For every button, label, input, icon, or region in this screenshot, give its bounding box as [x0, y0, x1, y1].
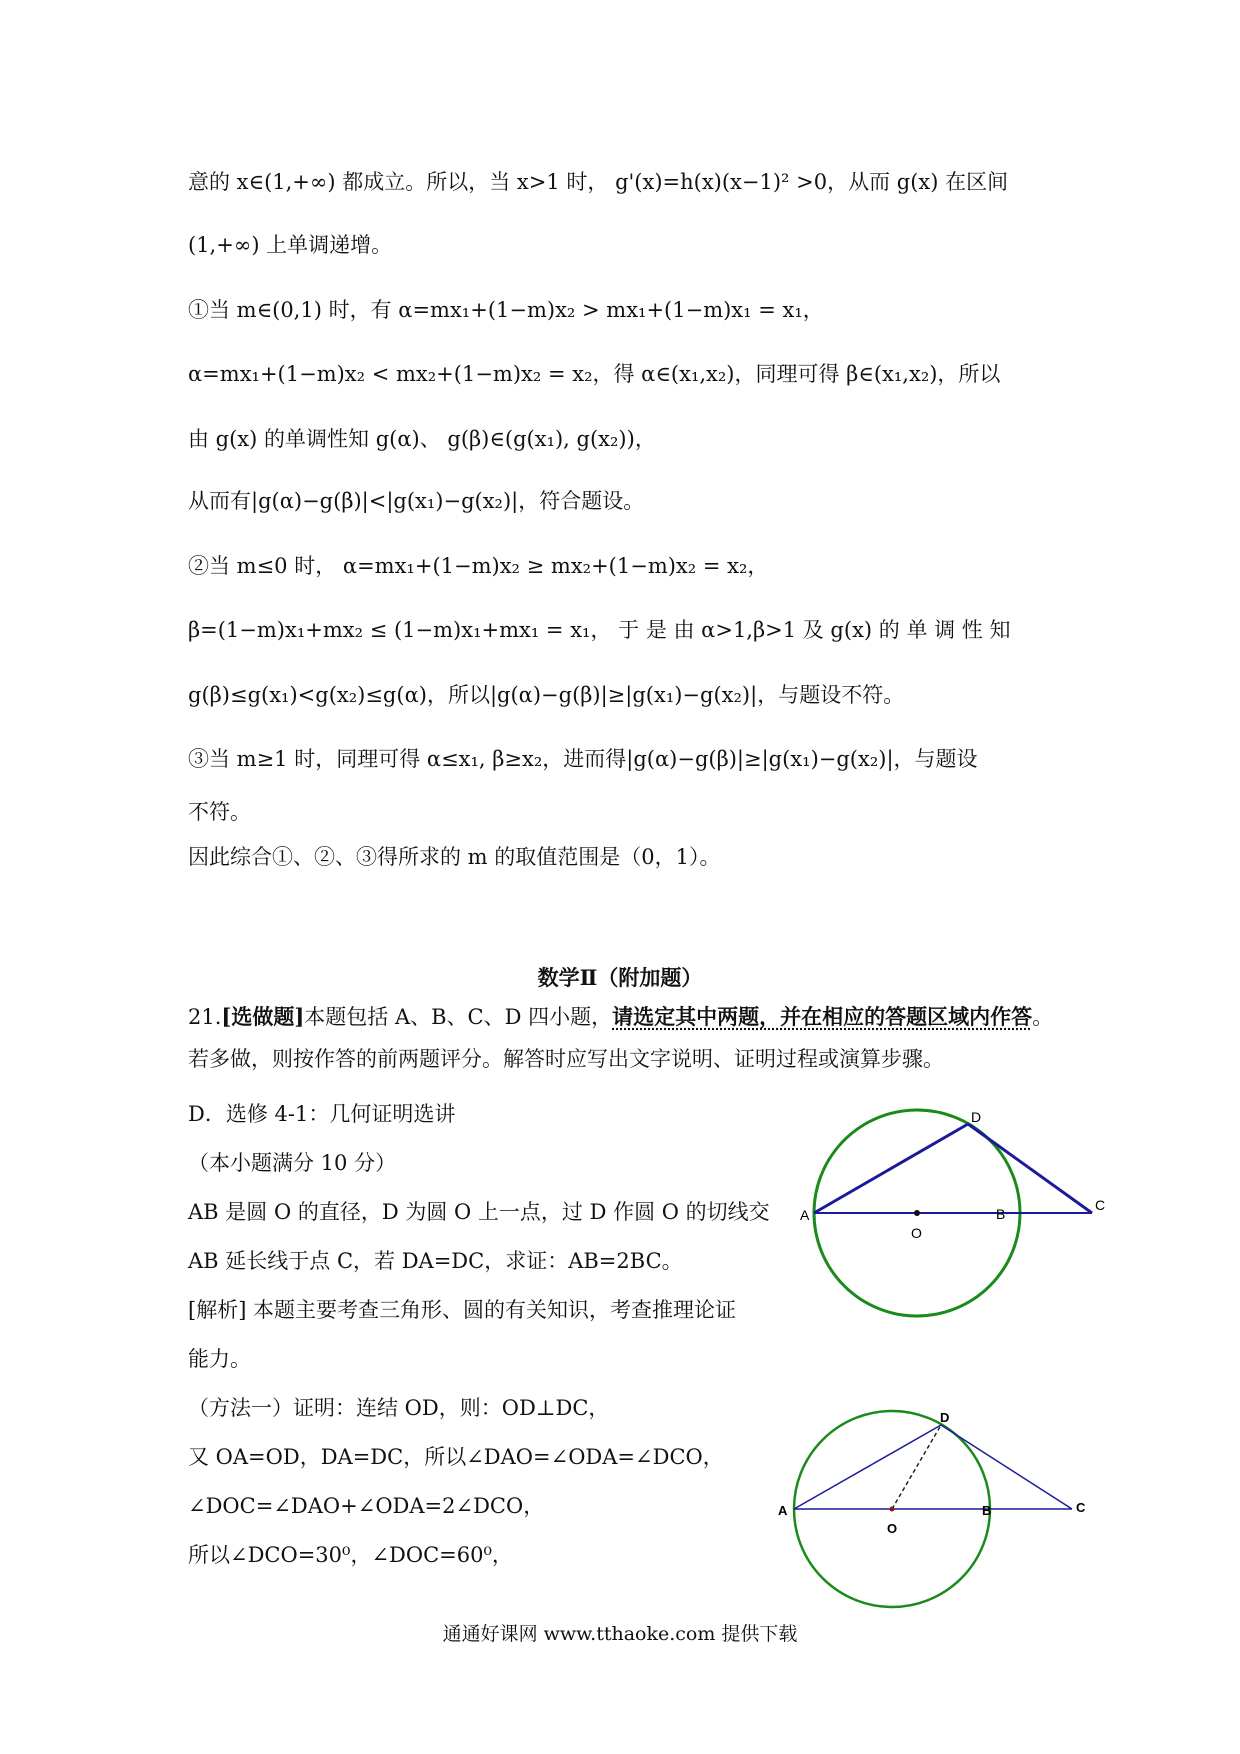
part-d-text: 所以∠DCO=30⁰，∠DOC=60⁰， [188, 1543, 513, 1567]
part-d-text: （方法一）证明：连结 OD，则：OD⊥DC， [188, 1396, 610, 1420]
solution-line: 从而有|g(α)−g(β)|<|g(x₁)−g(x₂)|，符合题设。 [188, 489, 645, 513]
solution-line: ②当 m≤0 时， α=mx₁+(1−m)x₂ ≥ mx₂+(1−m)x₂ = x₂， [188, 554, 769, 578]
geometry-figure-2 [770, 1405, 1100, 1615]
part-d-score: （本小题满分 10 分） [188, 1151, 397, 1175]
part-d-text: AB 是圆 O 的直径，D 为圆 O 上一点，过 D 作圆 O 的切线交 [188, 1200, 770, 1224]
solution-line: ③当 m≥1 时，同理可得 α≤x₁, β≥x₂，进而得|g(α)−g(β)|≥|g(x₁)−g(x₂)|，与题设 [188, 747, 978, 771]
label-a: A [800, 1207, 810, 1223]
question-number: 21. [188, 1005, 222, 1029]
solution-line: β=(1−m)x₁+mx₂ ≤ (1−m)x₁+mx₁ = x₁， 于 是 由 α>1,β>1 及 g(x) 的 单 调 性 知 [188, 618, 1011, 642]
question-21-line1 [188, 1002, 1053, 1032]
solution-line: (1,+∞) 上单调递增。 [188, 233, 393, 257]
label-c: C [1095, 1197, 1106, 1213]
part-d-text: AB 延长线于点 C，若 DA=DC，求证：AB=2BC。 [188, 1249, 683, 1273]
solution-line: 由 g(x) 的单调性知 g(α)、 g(β)∈(g(x₁), g(x₂))， [188, 427, 656, 451]
solution-line: α=mx₁+(1−m)x₂ < mx₂+(1−m)x₂ = x₂，得 α∈(x₁,x₂)，同理可得 β∈(x₁,x₂)，所以 [188, 362, 1001, 386]
segment-ad [814, 1124, 968, 1213]
question-text: 本题包括 A、B、C、D 四小题， [304, 1005, 613, 1029]
part-d-text: 又 OA=OD，DA=DC，所以∠DAO=∠ODA=∠DCO， [188, 1445, 724, 1469]
part-d-text: 能力。 [188, 1347, 251, 1371]
center-point [890, 1507, 895, 1512]
geometry-figure-1 [800, 1098, 1110, 1328]
tangent-dc [968, 1124, 1092, 1213]
label-c: C [1076, 1500, 1086, 1515]
question-end: 。 [1032, 1005, 1054, 1029]
part-d-text: [解析] 本题主要考查三角形、圆的有关知识，考查推理论证 [188, 1298, 737, 1322]
part-d-heading: D．选修 4-1：几何证明选讲 [188, 1102, 456, 1126]
solution-line: 意的 x∈(1,+∞) 都成立。所以，当 x>1 时， g'(x)=h(x)(x−1)² >0，从而 g(x) 在区间 [188, 170, 1009, 194]
section-title: 数学Ⅱ（附加题） [537, 965, 703, 990]
solution-line: 不符。 [188, 800, 251, 824]
solution-line: 因此综合①、②、③得所求的 m 的取值范围是（0，1）。 [188, 845, 721, 869]
tangent-dc [941, 1425, 1072, 1509]
center-point [914, 1210, 920, 1216]
label-b: B [996, 1206, 1006, 1222]
segment-od-dashed [892, 1425, 941, 1509]
question-tag: [选做题] [221, 1004, 305, 1029]
segment-ad [794, 1425, 941, 1509]
label-d: D [940, 1410, 950, 1425]
label-a: A [778, 1503, 788, 1518]
part-d-text: ∠DOC=∠DAO+∠ODA=2∠DCO， [188, 1494, 545, 1518]
solution-line: g(β)≤g(x₁)<g(x₂)≤g(α)，所以|g(α)−g(β)|≥|g(x₁)−g(x₂)|，与题设不符。 [188, 683, 905, 707]
label-o: O [887, 1521, 898, 1536]
page-footer: 通通好课网 www.tthaoke.com 提供下载 [442, 1623, 798, 1645]
solution-line: ①当 m∈(0,1) 时，有 α=mx₁+(1−m)x₂ > mx₁+(1−m)x₁ = x₁， [188, 298, 824, 322]
question-21-line2: 若多做，则按作答的前两题评分。解答时应写出文字说明、证明过程或演算步骤。 [188, 1047, 944, 1071]
label-b: B [982, 1503, 992, 1518]
label-d: D [971, 1109, 982, 1125]
label-o: O [911, 1225, 922, 1241]
question-instruction: 请选定其中两题，并在相应的答题区域内作答 [612, 1004, 1033, 1029]
